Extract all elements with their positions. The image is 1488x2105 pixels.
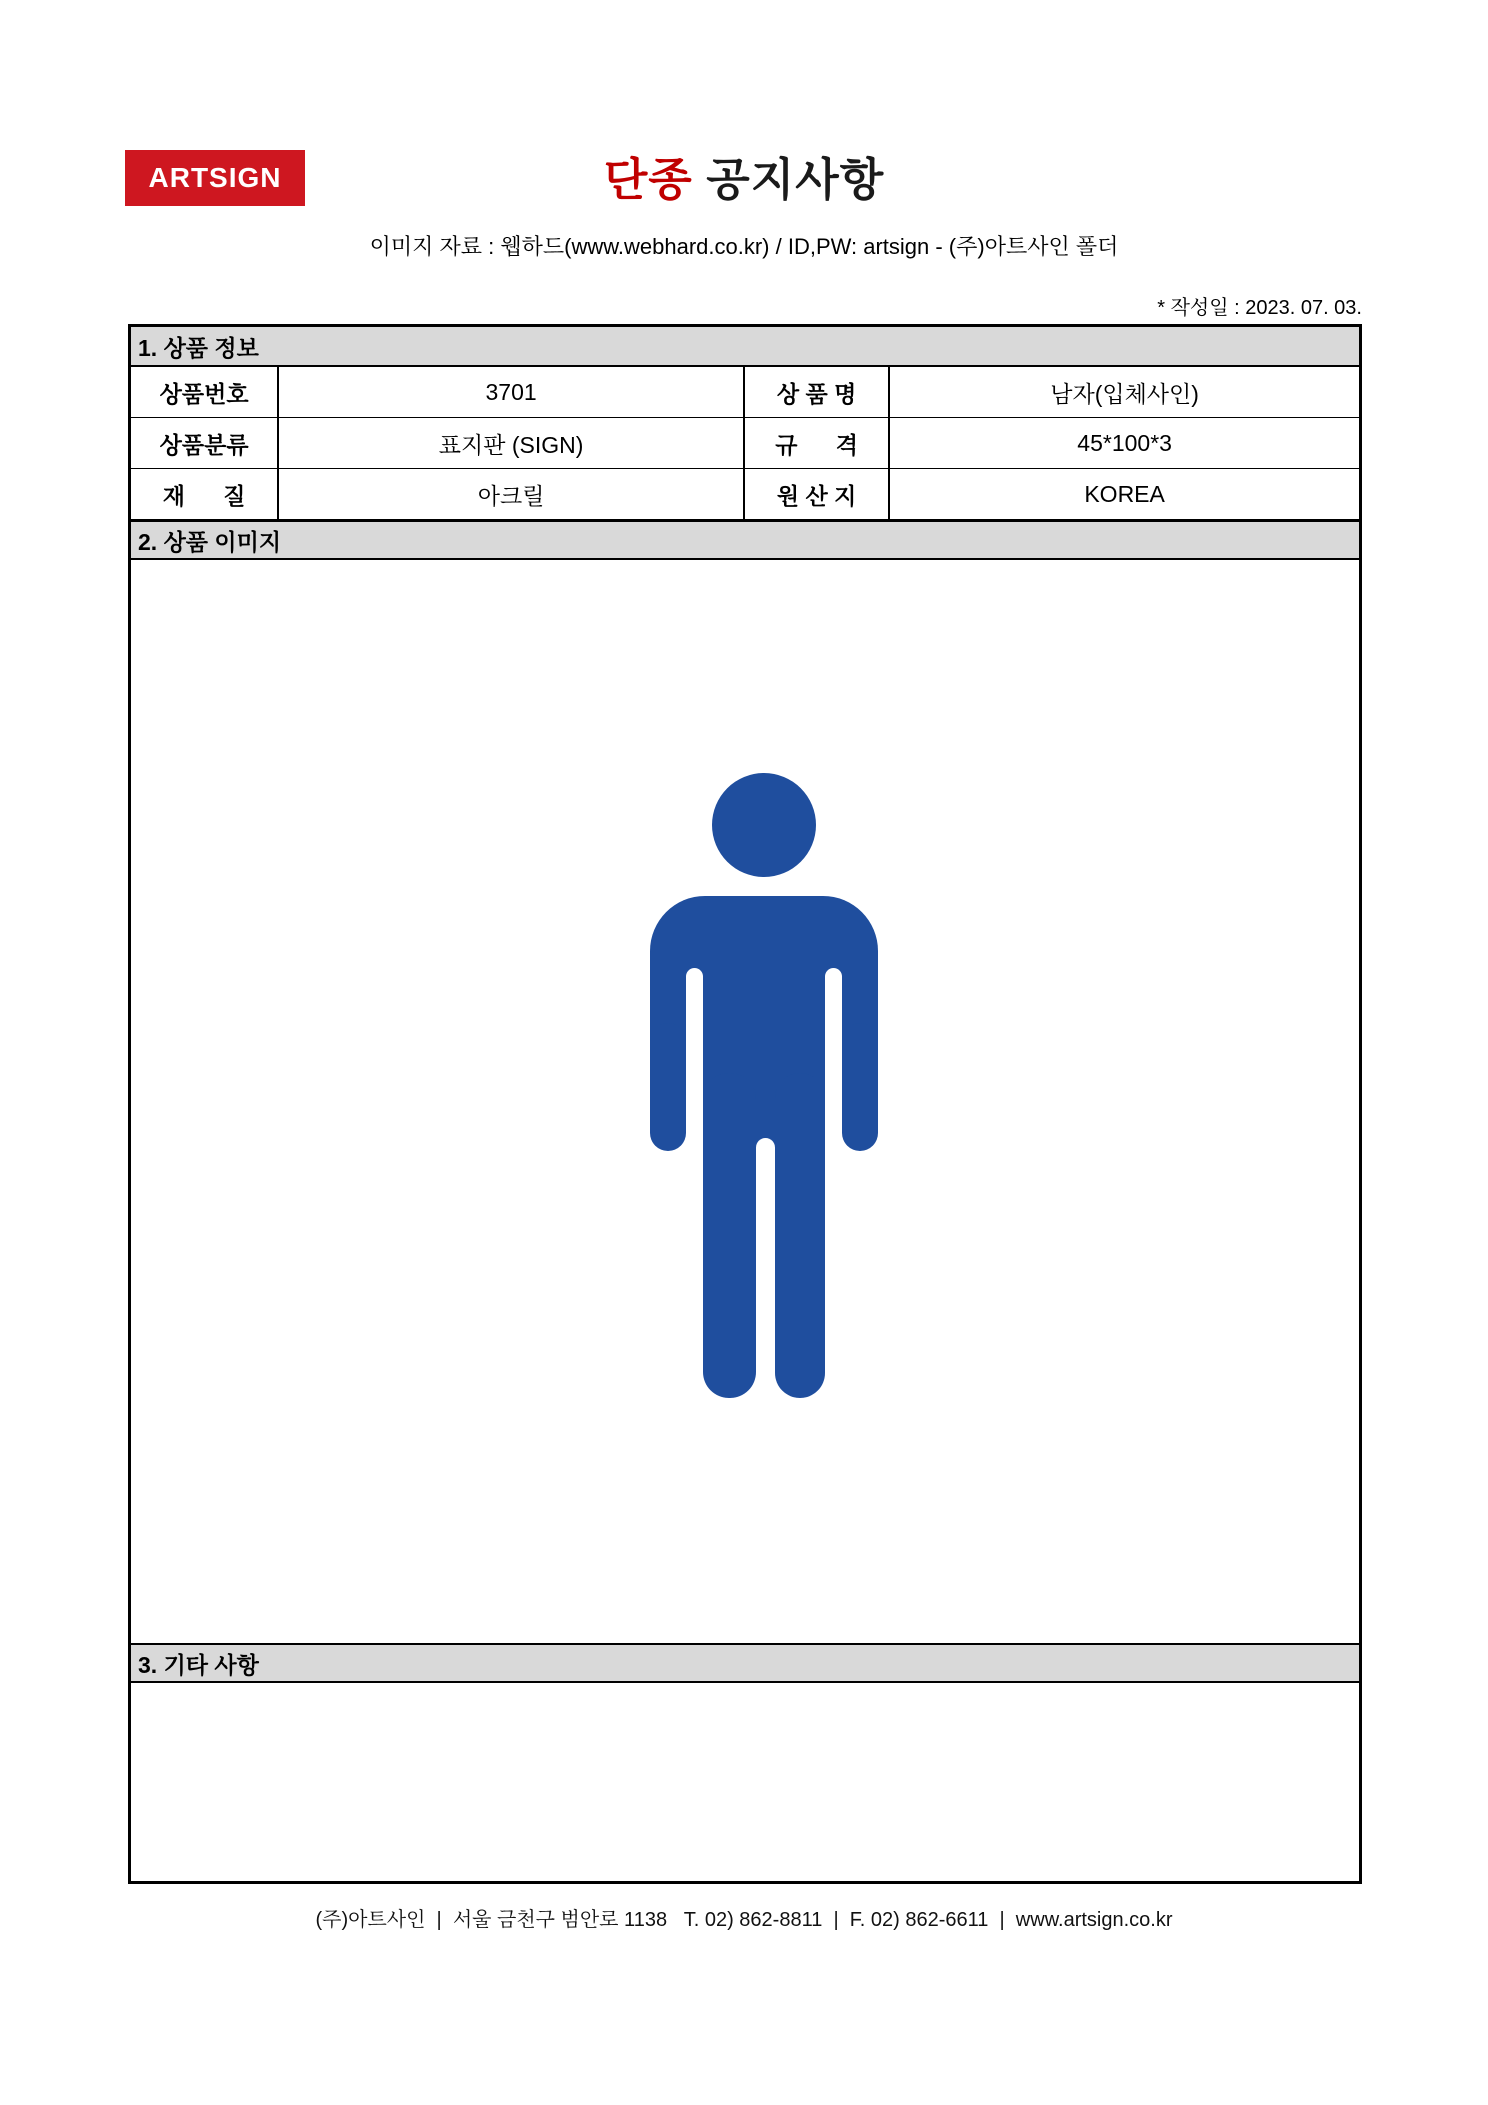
written-date: * 작성일 : 2023. 07. 03. xyxy=(1157,297,1362,319)
section-header-product-info: 1. 상품 정보 xyxy=(131,327,1359,367)
value-spec: 45*100*3 xyxy=(1077,429,1172,456)
image-source-note: 이미지 자료 : 웹하드(www.webhard.co.kr) / ID,PW: artsign - (주)아트사인 폴더 xyxy=(369,234,1119,259)
table-row-product-number xyxy=(131,367,1359,418)
artsign-logo-text: ARTSIGN xyxy=(148,162,282,193)
value-product-number: 3701 xyxy=(279,367,745,417)
page-title-discontinued: 단종 xyxy=(603,154,693,205)
value-product-name: 남자(입체사인) xyxy=(1050,380,1199,407)
page-title-notice: 공지사항 xyxy=(692,154,885,205)
value-origin: KOREA xyxy=(1084,480,1165,507)
product-image-area xyxy=(131,560,1359,1643)
etc-notes-area xyxy=(131,1683,1359,1881)
table-row-product-category xyxy=(131,418,1359,469)
section-header-etc: 3. 기타 사항 xyxy=(131,1643,1359,1683)
product-notice-table xyxy=(128,324,1362,1884)
value-material: 아크릴 xyxy=(279,469,745,519)
label-product-category: 상품분류 xyxy=(131,418,279,468)
label-product-number: 상품번호 xyxy=(131,367,279,417)
value-product-category: 표지판 (SIGN) xyxy=(279,418,745,468)
label-spec: 규 격 xyxy=(745,418,890,468)
label-product-name: 상 품 명 xyxy=(745,367,890,417)
label-origin: 원 산 지 xyxy=(745,469,890,519)
table-row-material xyxy=(131,469,1359,520)
section-header-product-image: 2. 상품 이미지 xyxy=(131,520,1359,560)
label-material: 재 질 xyxy=(131,469,279,519)
page-title xyxy=(0,143,1488,208)
male-person-icon xyxy=(650,773,878,1398)
footer-contact: (주)아트사인 | 서울 금천구 범안로 1138 T. 02) 862-8811 | F. 02) 862-6611 | www.artsign.co.kr xyxy=(315,1909,1173,1931)
